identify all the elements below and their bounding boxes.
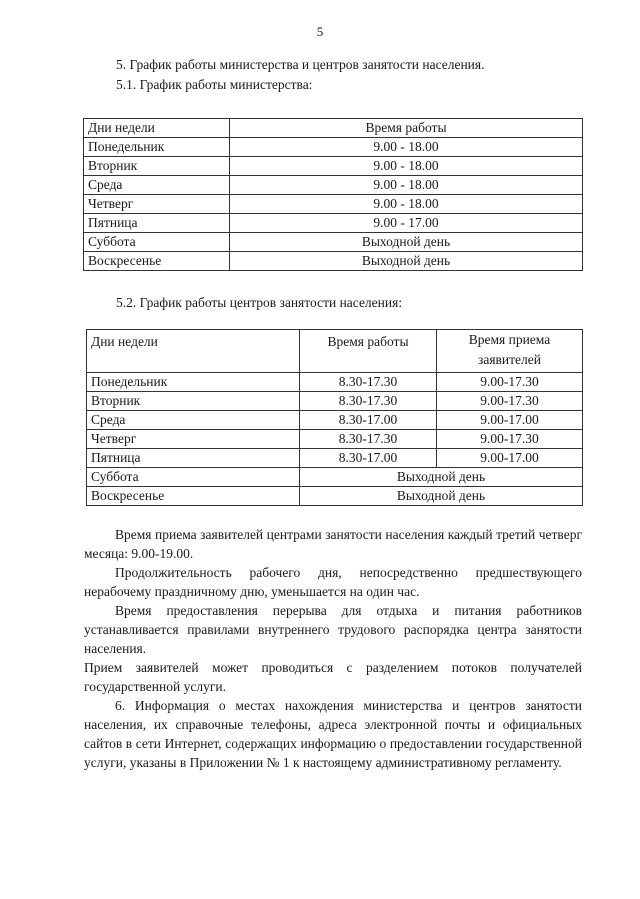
table-cell: 9.00 - 18.00	[230, 157, 583, 176]
table-cell: 8.30-17.30	[300, 373, 437, 392]
table-row	[84, 138, 583, 157]
table-cell: Выходной день	[230, 252, 583, 271]
table-row	[87, 487, 583, 506]
table-cell: 9.00 - 18.00	[230, 138, 583, 157]
table-cell: Четверг	[84, 195, 230, 214]
page-number: 5	[316, 24, 324, 39]
table-cell: Вторник	[84, 157, 230, 176]
table-row	[84, 157, 583, 176]
table-cell: Пятница	[87, 449, 300, 468]
table-cell: 9.00 - 18.00	[230, 176, 583, 195]
table-cell: Выходной день	[300, 468, 583, 487]
table-row	[84, 176, 583, 195]
table-cell: 9.00-17.30	[437, 430, 583, 449]
table-cell: Выходной день	[230, 233, 583, 252]
table-cell: 9.00-17.00	[437, 449, 583, 468]
table-row	[84, 233, 583, 252]
table-cell: Вторник	[87, 392, 300, 411]
table-cell: Выходной день	[300, 487, 583, 506]
table-row	[87, 430, 583, 449]
table-cell: 8.30-17.00	[300, 411, 437, 430]
table-cell: 9.00 - 17.00	[230, 214, 583, 233]
table-row	[84, 214, 583, 233]
table-header-row	[84, 119, 583, 138]
table-cell: Пятница	[84, 214, 230, 233]
table-header-cell: Время работы	[230, 119, 583, 138]
table-cell: Суббота	[87, 468, 300, 487]
table-cell: 8.30-17.00	[300, 449, 437, 468]
table-row	[84, 195, 583, 214]
table-cell: Понедельник	[84, 138, 230, 157]
table-cell: 9.00 - 18.00	[230, 195, 583, 214]
table-header-cell: Время работы	[300, 330, 437, 373]
table-cell: Среда	[84, 176, 230, 195]
section-5-2-title: 5.2. График работы центров занятости населения:	[116, 295, 403, 310]
paragraph-pre-holiday: Продолжительность рабочего дня, непосредственно предшествующего нерабочему праздничному дню, уменьшается на один час.	[84, 565, 582, 599]
paragraph-reception-time: Время приема заявителей центрами занятости населения каждый третий четверг месяца: 9.00-19.00.	[84, 527, 582, 561]
table-cell: Четверг	[87, 430, 300, 449]
table-cell: Суббота	[84, 233, 230, 252]
table-cell: 8.30-17.30	[300, 392, 437, 411]
table-header-cell: Время приема заявителей	[437, 330, 583, 373]
table-row	[87, 411, 583, 430]
employment-centers-schedule-table	[86, 329, 583, 506]
section-5-title: 5. График работы министерства и центров занятости населения.	[116, 57, 485, 72]
table-cell: Среда	[87, 411, 300, 430]
table-cell: Воскресенье	[87, 487, 300, 506]
table-row	[87, 392, 583, 411]
section-5-1-title: 5.1. График работы министерства:	[116, 77, 313, 92]
table-row	[84, 252, 583, 271]
paragraph-section-6: 6. Информация о местах нахождения министерства и центров занятости населения, их справочные телефоны, адреса электронной почты и официальных сайтов в сети Интернет, содержащих информацию о предоставлении государственной услуги, указаны в Приложении № 1 к настоящему административному регламенту.	[84, 698, 582, 770]
table-cell: 9.00-17.30	[437, 373, 583, 392]
table-row	[87, 468, 583, 487]
table-header-cell: Дни недели	[84, 119, 230, 138]
table-row	[87, 373, 583, 392]
table-row	[87, 449, 583, 468]
table-cell: Понедельник	[87, 373, 300, 392]
table-header-cell: Дни недели	[87, 330, 300, 373]
table-cell: 9.00-17.00	[437, 411, 583, 430]
paragraph-break-time: Время предоставления перерыва для отдыха и питания работников устанавливается правилами внутреннего трудового распорядка центра занятости населения.	[84, 603, 582, 656]
table-cell: 8.30-17.30	[300, 430, 437, 449]
ministry-schedule-table	[83, 118, 583, 271]
table-cell: Воскресенье	[84, 252, 230, 271]
table-header-row	[87, 330, 583, 373]
table-cell: 9.00-17.30	[437, 392, 583, 411]
paragraph-flow-separation: Прием заявителей может проводиться с разделением потоков получателей государственной услуги.	[84, 660, 582, 694]
